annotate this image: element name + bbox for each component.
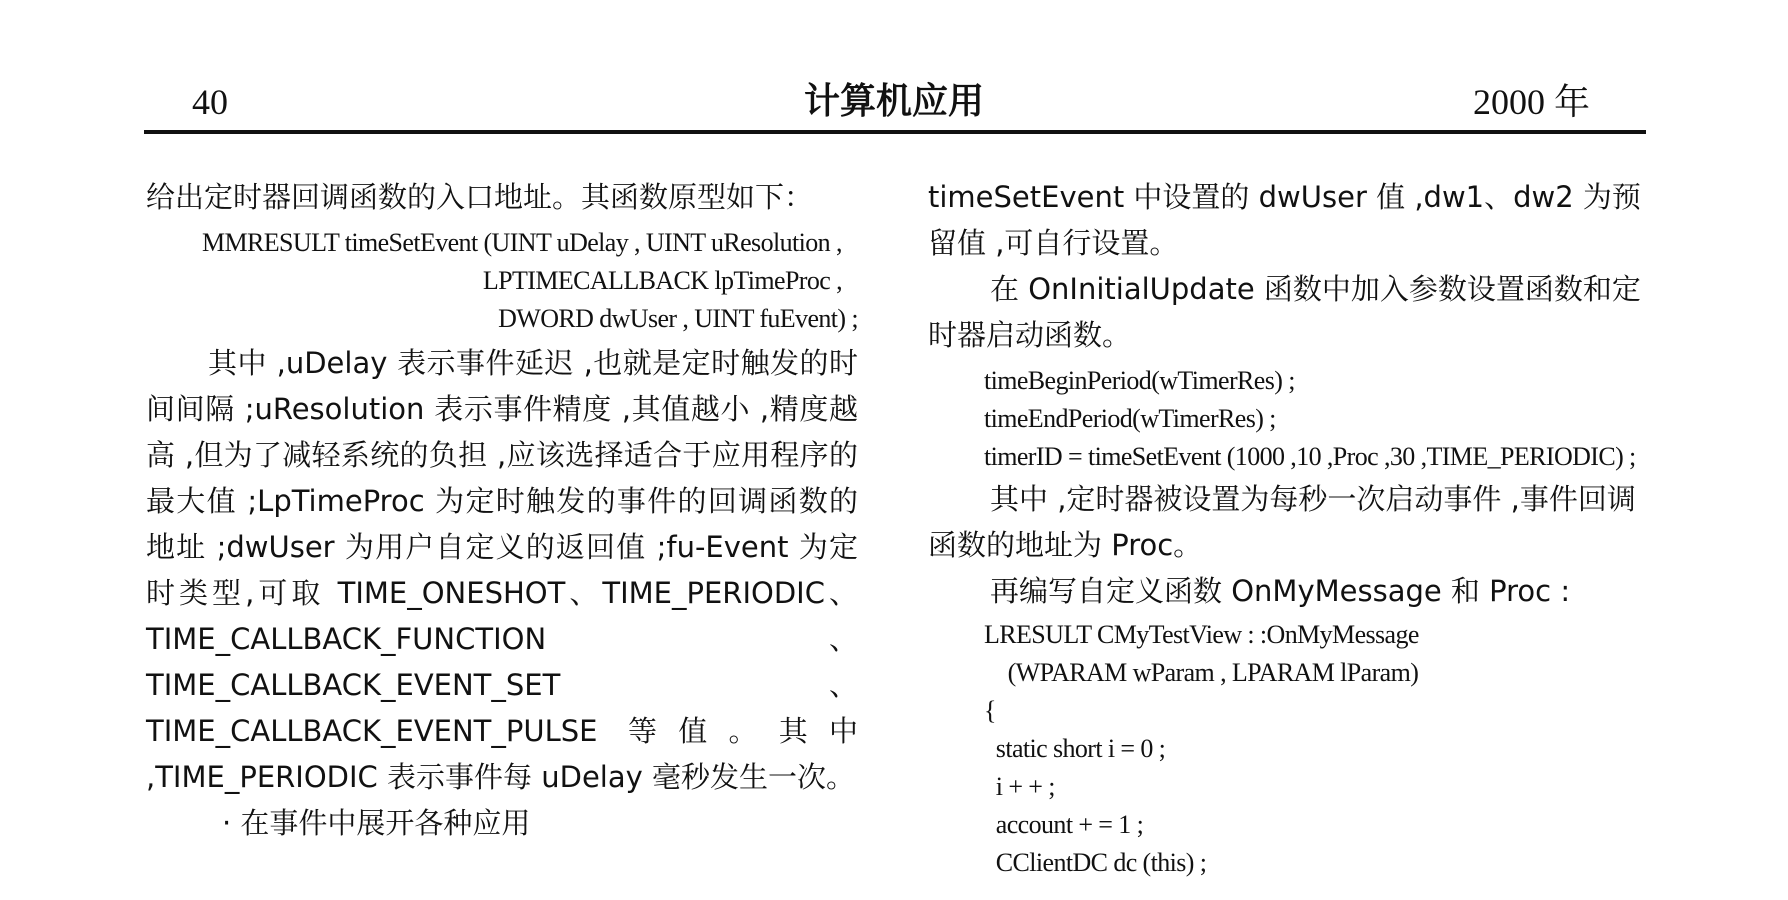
code-line: timeEndPeriod(wTimerRes) ; <box>984 404 1276 433</box>
code-line: static short i = 0 ; <box>984 734 1166 763</box>
prototype-line-1: MMRESULT timeSetEvent (UINT uDelay , UINT uResolution , <box>202 228 842 257</box>
code-line: { <box>984 696 996 725</box>
right-column <box>928 174 1648 882</box>
code-line: account + = 1 ; <box>984 810 1144 839</box>
left-column <box>146 174 858 846</box>
code-line: LRESULT CMyTestView : :OnMyMessage <box>984 620 1419 649</box>
code-line: i + + ; <box>984 772 1055 801</box>
code-line: (WPARAM wParam , LPARAM lParam) <box>984 658 1419 687</box>
custom-function-paragraph: 再编写自定义函数 OnMyMessage 和 Proc : <box>990 574 1571 608</box>
publication-year: 2000 年 <box>1472 82 1590 122</box>
intro-paragraph: 给出定时器回调函数的入口地址。其函数原型如下： <box>146 180 814 214</box>
header-rule <box>144 130 1646 134</box>
timer-setup-code <box>928 362 1648 476</box>
prototype-line-3: DWORD dwUser , UINT fuEvent) ; <box>498 304 858 333</box>
journal-title: 计算机应用 <box>803 81 984 122</box>
code-line: CClientDC dc (this) ; <box>984 848 1207 877</box>
code-line: timerID = timeSetEvent (1000 ,10 ,Proc ,30 ,TIME_PERIODIC) ; <box>984 442 1636 471</box>
init-paragraph: 在 OnInitialUpdate 函数中加入参数设置函数和定时器启动函数。 <box>928 272 1641 352</box>
dwuser-paragraph: timeSetEvent 中设置的 dwUser 值 ,dw1、dw2 为预留值 ,可自行设置。 <box>928 180 1641 260</box>
onmymessage-code <box>928 616 1648 882</box>
code-line: timeBeginPeriod(wTimerRes) ; <box>984 366 1295 395</box>
page-number: 40 <box>192 82 228 122</box>
next-section-heading: · 在事件中展开各种应用 <box>222 806 531 840</box>
timer-explanation: 其中 ,定时器被设置为每秒一次启动事件 ,事件回调函数的地址为 Proc。 <box>928 482 1636 562</box>
parameter-explanation: 其中 ,uDelay 表示事件延迟 ,也就是定时触发的时间间隔 ;uResolution 表示事件精度 ,其值越小 ,精度越高 ,但为了减轻系统的负担 ,应该选择适合于应用程序的最大值 ;LpTimeProc 为定时触发的事件的回调函数的地址 ;dwUser 为用户自定义的返回值 ;fu-Event 为定时类型,可取 TIME_ONESHOT、TIME_PERIODIC、TIME_CALLBACK_FUNCTION、TIME_CALLBACK_EVENT_SET、TIME_CALLBACK_EVENT_PULSE 等值。其中 ,TIME_PERIODIC 表示事件每 uDelay 毫秒发生一次。 <box>146 346 858 794</box>
prototype-line-2: LPTIMECALLBACK lpTimeProc , <box>482 266 842 295</box>
